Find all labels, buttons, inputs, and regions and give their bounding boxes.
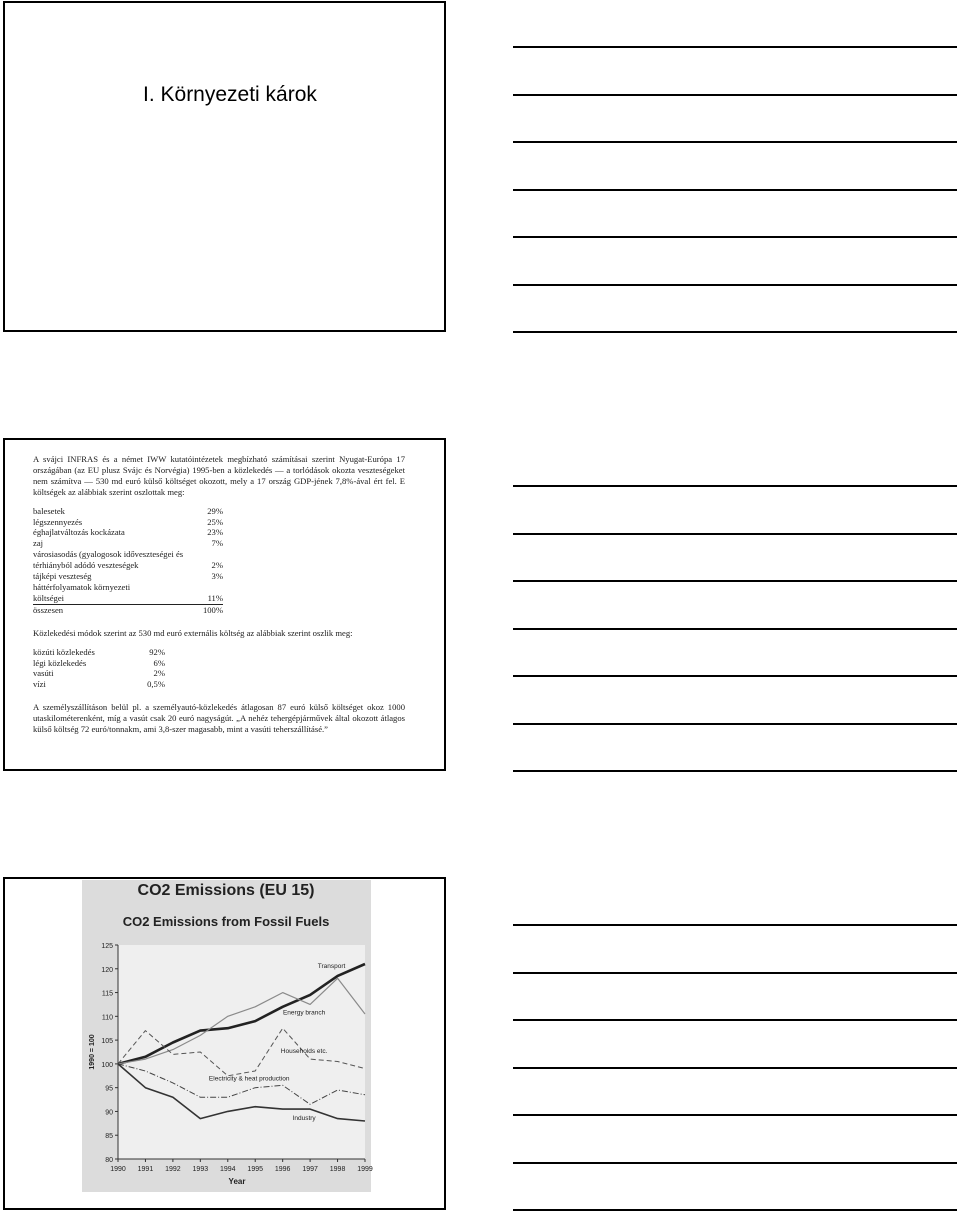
slide-1 — [3, 1, 446, 332]
notes-line — [513, 1019, 957, 1021]
y-axis-label: 1990 = 100 — [89, 1034, 96, 1070]
notes-line — [513, 533, 957, 535]
intro-paragraph: A svájci INFRAS és a német IWW kutatóintézetek megbízható számításai szerint Nyugat-Európa 17 országában (az EU plusz Svájc és Norvégia) 1995-ben a közlekedés — a torlódások okozta veszteségeket nem számítva — 530 md euró külső költséget okozott, mely a 17 ország GDP-jének 7,8%-ával ért fel. E költségek az alábbiak szerint oszlottak meg: — [33, 454, 405, 497]
notes-line — [513, 1209, 957, 1211]
transport-mode-list — [33, 647, 405, 691]
cost-value: 25% — [207, 516, 223, 527]
slide-3 — [3, 877, 446, 1210]
mode-label: közúti közlekedés — [33, 646, 95, 657]
notes-line — [513, 189, 957, 191]
cost-row — [33, 538, 223, 549]
mode-value: 92% — [149, 646, 165, 657]
notes-line — [513, 284, 957, 286]
notes-line — [513, 770, 957, 772]
co2-line-chart — [82, 880, 371, 1192]
cost-breakdown-list — [33, 506, 405, 616]
y-tick-label: 100 — [101, 1061, 113, 1069]
mode-row — [33, 668, 165, 679]
cost-label: zaj — [33, 538, 44, 549]
series-label: Electricity & heat production — [208, 1075, 290, 1083]
notes-line — [513, 972, 957, 974]
notes-line — [513, 924, 957, 926]
cost-label: légszennyezés — [33, 516, 83, 527]
y-tick-label: 105 — [101, 1038, 113, 1046]
cost-label: városiasodás (gyalogosok időveszteségei és — [33, 549, 184, 560]
y-tick-label: 110 — [101, 1014, 113, 1022]
cost-value — [187, 582, 223, 593]
mode-value: 0,5% — [147, 679, 165, 690]
notes-line — [513, 236, 957, 238]
notes-line — [513, 1067, 957, 1069]
notes-line — [513, 580, 957, 582]
series-label: Industry — [292, 1115, 316, 1123]
y-tick-label: 95 — [105, 1085, 113, 1093]
y-tick-label: 125 — [101, 943, 113, 950]
notes-line — [513, 46, 957, 48]
x-tick-label: 1994 — [219, 1166, 236, 1173]
cost-value: 7% — [211, 538, 223, 549]
cost-row — [33, 517, 223, 528]
chart-subtitle: CO2 Emissions from Fossil Fuels — [122, 914, 330, 929]
y-tick-label: 85 — [105, 1133, 113, 1141]
x-tick-label: 1995 — [247, 1166, 264, 1173]
mode-row — [33, 679, 165, 690]
cost-row — [33, 527, 223, 538]
y-tick-label: 80 — [105, 1157, 113, 1164]
cost-value: 29% — [207, 505, 223, 516]
mode-row — [33, 658, 165, 669]
x-tick-label: 1993 — [192, 1166, 209, 1173]
series-label: Households etc. — [280, 1048, 328, 1056]
cost-value: 3% — [211, 571, 223, 582]
cost-value: 11% — [187, 593, 223, 605]
chart-title: CO2 Emissions (EU 15) — [137, 882, 315, 899]
chart-scan — [82, 880, 371, 1192]
mode-label: vízi — [33, 679, 46, 690]
x-tick-label: 1992 — [165, 1166, 181, 1173]
cost-row — [33, 549, 223, 560]
slide-title: I. Környezeti károk — [143, 83, 317, 106]
cost-label: balesetek — [33, 505, 65, 516]
notes-line — [513, 1162, 957, 1164]
x-tick-label: 1996 — [274, 1166, 291, 1173]
cost-label: háttérfolyamatok környezeti — [33, 581, 131, 592]
notes-line — [513, 485, 957, 487]
slide-2 — [3, 438, 446, 771]
mode-row — [33, 647, 165, 658]
cost-row — [33, 506, 223, 517]
mode-value: 2% — [153, 668, 165, 679]
x-tick-label: 1997 — [302, 1166, 318, 1173]
notes-line — [513, 628, 957, 630]
notes-line — [513, 94, 957, 96]
closing-paragraph: A személyszállításon belül pl. a személyautó-közlekedés átlagosan 87 euró külső költséget okoz 1000 utaskilométerenként, míg a vasút csak 20 euró nagyságút. „A nehéz tehergépjárművek által okozott átlagos külső költség 72 euró/tonnakm, ami 3,8-szer magasabb, mint a vasúti teherszállításé.” — [33, 702, 405, 735]
cost-row — [33, 560, 223, 571]
x-axis-label: Year — [228, 1177, 246, 1186]
mode-label: vasúti — [33, 668, 54, 679]
cost-label: éghajlatváltozás kockázata — [33, 527, 125, 538]
notes-line — [513, 331, 957, 333]
cost-label: tájképi veszteség — [33, 571, 92, 582]
series-label: Transport — [317, 962, 346, 970]
cost-label: költségei — [33, 593, 187, 605]
notes-line — [513, 723, 957, 725]
cost-label: összesen — [33, 604, 64, 615]
x-tick-label: 1999 — [357, 1166, 373, 1173]
series-label: Energy branch — [282, 1009, 326, 1017]
y-tick-label: 90 — [105, 1109, 113, 1117]
x-tick-label: 1991 — [137, 1166, 154, 1173]
modes-intro: Közlekedési módok szerint az 530 md euró externális költség az alábbiak szerint oszlik meg: — [33, 627, 353, 638]
cost-label: térhiányból adódó veszteségek — [33, 560, 139, 571]
y-tick-label: 115 — [101, 990, 113, 998]
notes-line — [513, 141, 957, 143]
notes-line — [513, 1114, 957, 1116]
cost-row — [33, 582, 223, 593]
y-tick-label: 120 — [101, 966, 113, 974]
cost-total-row — [33, 605, 223, 616]
scanned-document — [33, 454, 405, 735]
cost-value: 23% — [207, 527, 223, 538]
mode-label: légi közlekedés — [33, 657, 87, 668]
notes-line — [513, 675, 957, 677]
cost-value: 2% — [211, 560, 223, 571]
x-tick-label: 1998 — [329, 1166, 346, 1173]
cost-row — [33, 593, 223, 605]
cost-value — [187, 549, 223, 560]
mode-value: 6% — [153, 657, 165, 668]
cost-row — [33, 571, 223, 582]
cost-value: 100% — [202, 604, 223, 615]
x-tick-label: 1990 — [110, 1166, 126, 1173]
